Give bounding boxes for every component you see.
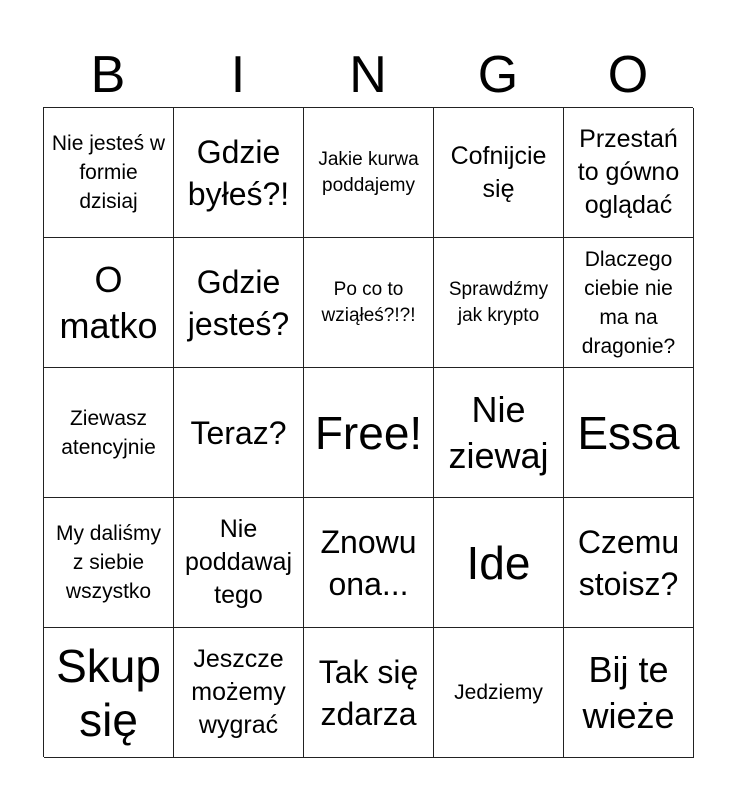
cell-text: Teraz? — [190, 414, 287, 451]
bingo-header — [43, 42, 693, 108]
cell-text: Czemu stoisz? — [577, 523, 680, 602]
bingo-cell[interactable] — [564, 108, 694, 238]
cell-text: Dlaczego ciebie nie ma na dragonie? — [581, 247, 676, 358]
bingo-cell[interactable] — [304, 498, 434, 628]
bingo-cell[interactable] — [564, 238, 694, 368]
cell-text: Przestań to gówno oglądać — [577, 125, 680, 219]
header-letter-n: N — [349, 46, 387, 104]
cell-text: Nie jesteś w formie dzisiaj — [51, 132, 166, 213]
bingo-cell[interactable] — [564, 498, 694, 628]
bingo-cell[interactable] — [434, 108, 564, 238]
cell-text: Skup się — [56, 639, 161, 746]
cell-text: Jakie kurwa poddajemy — [318, 148, 419, 196]
bingo-cell[interactable] — [44, 368, 174, 498]
bingo-cell[interactable] — [174, 238, 304, 368]
cell-text: Nie poddawaj tego — [184, 515, 293, 609]
cell-text: Free! — [314, 406, 423, 459]
header-letter-b: B — [90, 46, 126, 104]
cell-text: Jedziemy — [454, 681, 543, 704]
cell-text: Nie ziewaj — [448, 388, 549, 476]
bingo-cell[interactable] — [304, 238, 434, 368]
cell-text: My daliśmy z siebie wszystko — [55, 522, 161, 603]
cell-text: Gdzie byłeś?! — [187, 133, 290, 212]
cell-text: Bij te wieże — [582, 648, 675, 736]
header-letter-g: G — [477, 46, 519, 104]
cell-text: Tak się zdarza — [318, 653, 419, 732]
bingo-cell[interactable] — [564, 368, 694, 498]
bingo-cell[interactable] — [434, 498, 564, 628]
bingo-cell[interactable] — [304, 108, 434, 238]
bingo-cell[interactable] — [44, 108, 174, 238]
cell-text: Essa — [577, 406, 680, 459]
cell-text: Sprawdźmy jak krypto — [448, 278, 549, 326]
cell-text: Po co to wziąłeś?!?! — [321, 278, 416, 326]
cell-text: O matko — [59, 258, 158, 346]
cell-text: Gdzie jesteś? — [187, 263, 290, 342]
free-space-cell[interactable] — [304, 368, 434, 498]
cell-text: Jeszcze możemy wygrać — [191, 645, 286, 739]
bingo-cell[interactable] — [174, 498, 304, 628]
bingo-cell[interactable] — [44, 498, 174, 628]
bingo-cell[interactable] — [174, 368, 304, 498]
cell-text: Ide — [466, 536, 531, 589]
bingo-cell[interactable] — [564, 628, 694, 758]
bingo-board — [43, 107, 693, 757]
bingo-cell[interactable] — [44, 238, 174, 368]
cell-text: Cofnijcie się — [450, 141, 547, 203]
bingo-cell[interactable] — [174, 628, 304, 758]
header-letter-i: I — [230, 46, 246, 104]
cell-text: Ziewasz atencyjnie — [61, 406, 156, 459]
bingo-cell[interactable] — [434, 628, 564, 758]
bingo-cell[interactable] — [304, 628, 434, 758]
bingo-cell[interactable] — [174, 108, 304, 238]
header-letter-o: O — [607, 46, 649, 104]
bingo-cell[interactable] — [44, 628, 174, 758]
bingo-cell[interactable] — [434, 238, 564, 368]
bingo-cell[interactable] — [434, 368, 564, 498]
cell-text: Znowu ona... — [320, 523, 417, 602]
